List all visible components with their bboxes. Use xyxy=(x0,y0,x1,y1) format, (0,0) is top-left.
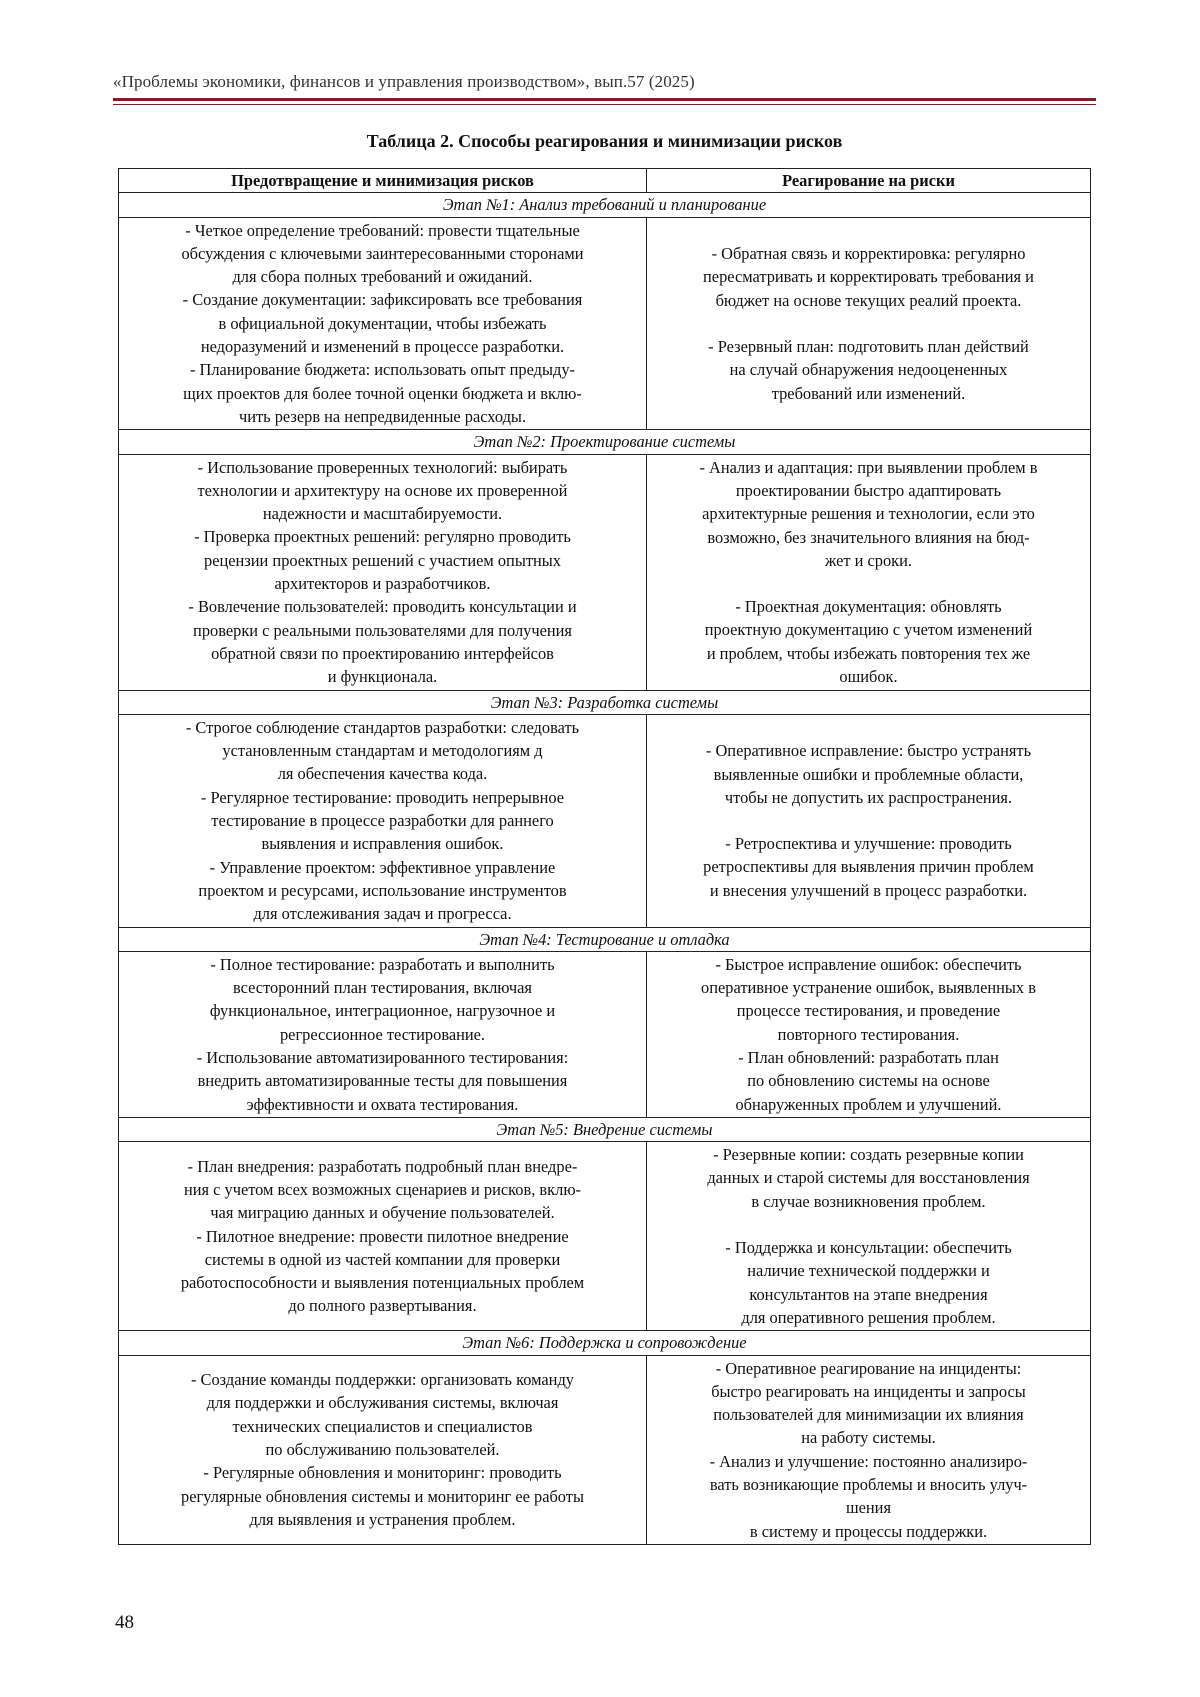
cell-text-line: пересматривать и корректировать требования и xyxy=(703,267,1034,287)
prevention-cell xyxy=(119,951,647,1117)
cell-text-line: установленным стандартам и методологиям д xyxy=(222,741,543,761)
cell-text-line: - Использование проверенных технологий: выбирать xyxy=(197,457,568,477)
cell-text-line: тестирование в процессе разработки для раннего xyxy=(211,811,554,831)
cell-text-line: - Проектная документация: обновлять xyxy=(735,597,1002,617)
cell-text-line: - Вовлечение пользователей: проводить консультации и xyxy=(188,597,577,617)
cell-text-line: на случай обнаружения недооцененных xyxy=(729,360,1008,380)
cell-text-line: регрессионное тестирование. xyxy=(279,1024,486,1044)
cell-text-line: пользователей для минимизации их влияния xyxy=(713,1405,1024,1425)
response-cell xyxy=(647,217,1091,430)
stage-title: Этап №6: Поддержка и сопровождение xyxy=(119,1331,1091,1355)
cell-text-line: - Полное тестирование: разработать и выполнить xyxy=(210,954,555,974)
cell-text-line: системы в одной из частей компании для проверки xyxy=(204,1249,561,1269)
cell-text-line: - Регулярные обновления и мониторинг: проводить xyxy=(203,1463,562,1483)
page-number: 48 xyxy=(115,1612,134,1633)
blank-line xyxy=(653,572,1084,595)
cell-text-line: обсуждения с ключевыми заинтересованными сторонами xyxy=(181,243,584,263)
cell-text-line: выявления и исправления ошибок. xyxy=(261,834,504,854)
cell-text-line: для отслеживания задач и прогресса. xyxy=(253,904,512,924)
cell-text-line: работоспособности и выявления потенциальных проблем xyxy=(180,1273,585,1293)
cell-text-line: обратной связи по проектированию интерфейсов xyxy=(211,643,554,663)
cell-text-line: проверки с реальными пользователями для получения xyxy=(193,620,572,640)
cell-text-line: - Резервный план: подготовить план действий xyxy=(708,336,1029,356)
cell-text-line: - Поддержка и консультации: обеспечить xyxy=(725,1238,1012,1258)
prevention-cell xyxy=(119,1355,647,1544)
cell-text-line: эффективности и охвата тестирования. xyxy=(246,1094,519,1114)
cell-text-line: и внесения улучшений в процесс разработки. xyxy=(709,880,1028,900)
response-cell xyxy=(647,1142,1091,1331)
cell-text-line: и функционала. xyxy=(327,667,438,687)
response-cell xyxy=(647,714,1091,927)
cell-text-line: - Четкое определение требований: провести тщательные xyxy=(185,220,580,240)
cell-text-line: - Анализ и адаптация: при выявлении проблем в xyxy=(699,457,1038,477)
risk-table xyxy=(118,168,1091,1545)
cell-text-line: архитекторов и разработчиков. xyxy=(274,574,491,594)
cell-text-line: ошибок. xyxy=(839,667,898,687)
cell-text-line: быстро реагировать на инциденты и запросы xyxy=(711,1381,1026,1401)
cell-text-line: требований или изменений. xyxy=(771,383,966,403)
cell-text-line: для оперативного решения проблем. xyxy=(741,1307,996,1327)
stage-row xyxy=(119,430,1091,454)
response-cell xyxy=(647,1355,1091,1544)
cell-text-line: процессе тестирования, и проведение xyxy=(736,1001,1001,1021)
cell-text-line: всесторонний план тестирования, включая xyxy=(233,978,532,998)
blank-line xyxy=(653,312,1084,335)
table-title: Таблица 2. Способы реагирования и минимизации рисков xyxy=(366,131,843,151)
cell-text-line: - Анализ и улучшение: постоянно анализиро- xyxy=(709,1451,1028,1471)
cell-text-line: - Создание документации: зафиксировать все требования xyxy=(182,290,583,310)
cell-text-line: - Обратная связь и корректировка: регулярно xyxy=(711,244,1026,264)
stage-row xyxy=(119,927,1091,951)
cell-text-line: недоразумений и изменений в процессе разработки. xyxy=(200,337,565,357)
cell-text-line: до полного развертывания. xyxy=(288,1296,477,1316)
cell-text-line: в случае возникновения проблем. xyxy=(751,1191,986,1211)
cell-text-line: - Быстрое исправление ошибок: обеспечить xyxy=(715,954,1022,974)
response-cell xyxy=(647,951,1091,1117)
prevention-cell xyxy=(119,714,647,927)
cell-text-line: архитектурные решения и технологии, если это xyxy=(702,504,1035,524)
cell-text-line: для выявления и устранения проблем. xyxy=(249,1509,516,1529)
cell-text-line: шения xyxy=(846,1498,891,1518)
cell-text-line: выявленные ошибки и проблемные области, xyxy=(713,764,1024,784)
cell-text-line: по обновлению системы на основе xyxy=(747,1071,990,1091)
cell-text-line: по обслуживанию пользователей. xyxy=(265,1440,500,1460)
cell-text-line: проектировании быстро адаптировать xyxy=(735,481,1002,500)
cell-text-line: возможно, без значительного влияния на бюд- xyxy=(707,527,1030,547)
cell-text-line: обнаруженных проблем и улучшений. xyxy=(735,1094,1002,1114)
cell-text-line: функциональное, интеграционное, нагрузочное и xyxy=(209,1001,556,1021)
cell-text-line: технических специалистов и специалистов xyxy=(232,1416,533,1436)
header-rule-thin xyxy=(113,104,1096,105)
prevention-cell xyxy=(119,454,647,690)
journal-header: «Проблемы экономики, финансов и управления производством», вып.57 (2025) xyxy=(113,72,695,91)
stage-content-row xyxy=(119,714,1091,927)
cell-text-line: щих проектов для более точной оценки бюджета и вклю- xyxy=(183,383,582,403)
cell-text-line: - Строгое соблюдение стандартов разработки: следовать xyxy=(185,717,580,737)
column-header-prevention: Предотвращение и минимизация рисков xyxy=(119,169,647,193)
stage-title: Этап №1: Анализ требований и планирование xyxy=(119,193,1091,217)
cell-text-line: - План обновлений: разработать план xyxy=(738,1047,999,1067)
stage-row xyxy=(119,1331,1091,1355)
stage-content-row xyxy=(119,1355,1091,1544)
cell-text-line: чтобы не допустить их распространения. xyxy=(724,787,1013,807)
cell-text-line: - Создание команды поддержки: организовать команду xyxy=(191,1370,574,1390)
cell-text-line: ля обеспечения качества кода. xyxy=(277,764,488,784)
cell-text-line: - Резервные копии: создать резервные копии xyxy=(713,1145,1024,1165)
cell-text-line: - Планирование бюджета: использовать опыт предыду- xyxy=(189,360,575,380)
cell-text-line: в систему и процессы поддержки. xyxy=(749,1521,988,1541)
cell-text-line: - Использование автоматизированного тестирования: xyxy=(196,1047,569,1067)
cell-text-line: технологии и архитектуру на основе их проверенной xyxy=(197,480,568,500)
cell-text-line: данных и старой системы для восстановления xyxy=(707,1168,1030,1188)
cell-text-line: ретроспективы для выявления причин проблем xyxy=(703,857,1034,877)
table-header-row xyxy=(119,169,1091,193)
response-cell xyxy=(647,454,1091,690)
cell-text-line: и проблем, чтобы избежать повторения тех же xyxy=(706,643,1031,663)
cell-text-line: наличие технической поддержки и xyxy=(747,1261,990,1281)
stage-row xyxy=(119,1117,1091,1141)
stage-row xyxy=(119,690,1091,714)
cell-text-line: для сбора полных требований и ожиданий. xyxy=(232,267,533,287)
cell-text-line: ния с учетом всех возможных сценариев и рисков, вклю- xyxy=(183,1179,582,1199)
cell-text-line: для поддержки и обслуживания системы, включая xyxy=(206,1393,559,1413)
cell-text-line: жет и сроки. xyxy=(824,550,912,570)
cell-text-line: консультантов на этапе внедрения xyxy=(749,1284,988,1304)
stage-title: Этап №5: Внедрение системы xyxy=(119,1117,1091,1141)
cell-text-line: внедрить автоматизированные тесты для повышения xyxy=(197,1071,568,1091)
stage-title: Этап №4: Тестирование и отладка xyxy=(119,927,1091,951)
table-body xyxy=(119,193,1091,1545)
stage-content-row xyxy=(119,217,1091,430)
cell-text-line: повторного тестирования. xyxy=(777,1024,960,1044)
cell-text-line: - Пилотное внедрение: провести пилотное внедрение xyxy=(196,1226,569,1246)
cell-text-line: надежности и масштабируемости. xyxy=(262,504,503,524)
cell-text-line: на работу системы. xyxy=(801,1428,936,1448)
column-header-response: Реагирование на риски xyxy=(647,169,1091,193)
stage-content-row xyxy=(119,454,1091,690)
cell-text-line: проектом и ресурсами, использование инструментов xyxy=(198,880,567,900)
cell-text-line: бюджет на основе текущих реалий проекта. xyxy=(715,290,1022,310)
stage-content-row xyxy=(119,1142,1091,1331)
blank-line xyxy=(653,809,1084,832)
cell-text-line: чая миграцию данных и обучение пользователей. xyxy=(210,1203,555,1223)
cell-text-line: - План внедрения: разработать подробный план внедре- xyxy=(187,1156,578,1176)
cell-text-line: - Оперативное исправление: быстро устранять xyxy=(705,741,1032,761)
cell-text-line: вать возникающие проблемы и вносить улуч- xyxy=(709,1475,1028,1495)
prevention-cell xyxy=(119,1142,647,1331)
cell-text-line: оперативное устранение ошибок, выявленных в xyxy=(701,978,1036,998)
stage-row xyxy=(119,193,1091,217)
stage-title: Этап №2: Проектирование системы xyxy=(119,430,1091,454)
cell-text-line: - Управление проектом: эффективное управление xyxy=(209,857,556,877)
cell-text-line: - Проверка проектных решений: регулярно проводить xyxy=(194,527,571,547)
stage-title: Этап №3: Разработка системы xyxy=(119,690,1091,714)
cell-text-line: - Оперативное реагирование на инциденты: xyxy=(715,1358,1022,1378)
cell-text-line: - Регулярное тестирование: проводить непрерывное xyxy=(200,787,565,807)
stage-content-row xyxy=(119,951,1091,1117)
cell-text-line: - Ретроспектива и улучшение: проводить xyxy=(725,834,1012,854)
blank-line xyxy=(653,1213,1084,1236)
cell-text-line: чить резерв на непредвиденные расходы. xyxy=(238,406,527,426)
cell-text-line: проектную документацию с учетом изменений xyxy=(704,620,1033,640)
cell-text-line: в официальной документации, чтобы избежать xyxy=(218,313,547,333)
cell-text-line: рецензии проектных решений с участием опытных xyxy=(204,550,561,570)
header-rule-thick xyxy=(113,98,1096,101)
prevention-cell xyxy=(119,217,647,430)
cell-text-line: регулярные обновления системы и мониторинг ее работы xyxy=(181,1486,584,1506)
